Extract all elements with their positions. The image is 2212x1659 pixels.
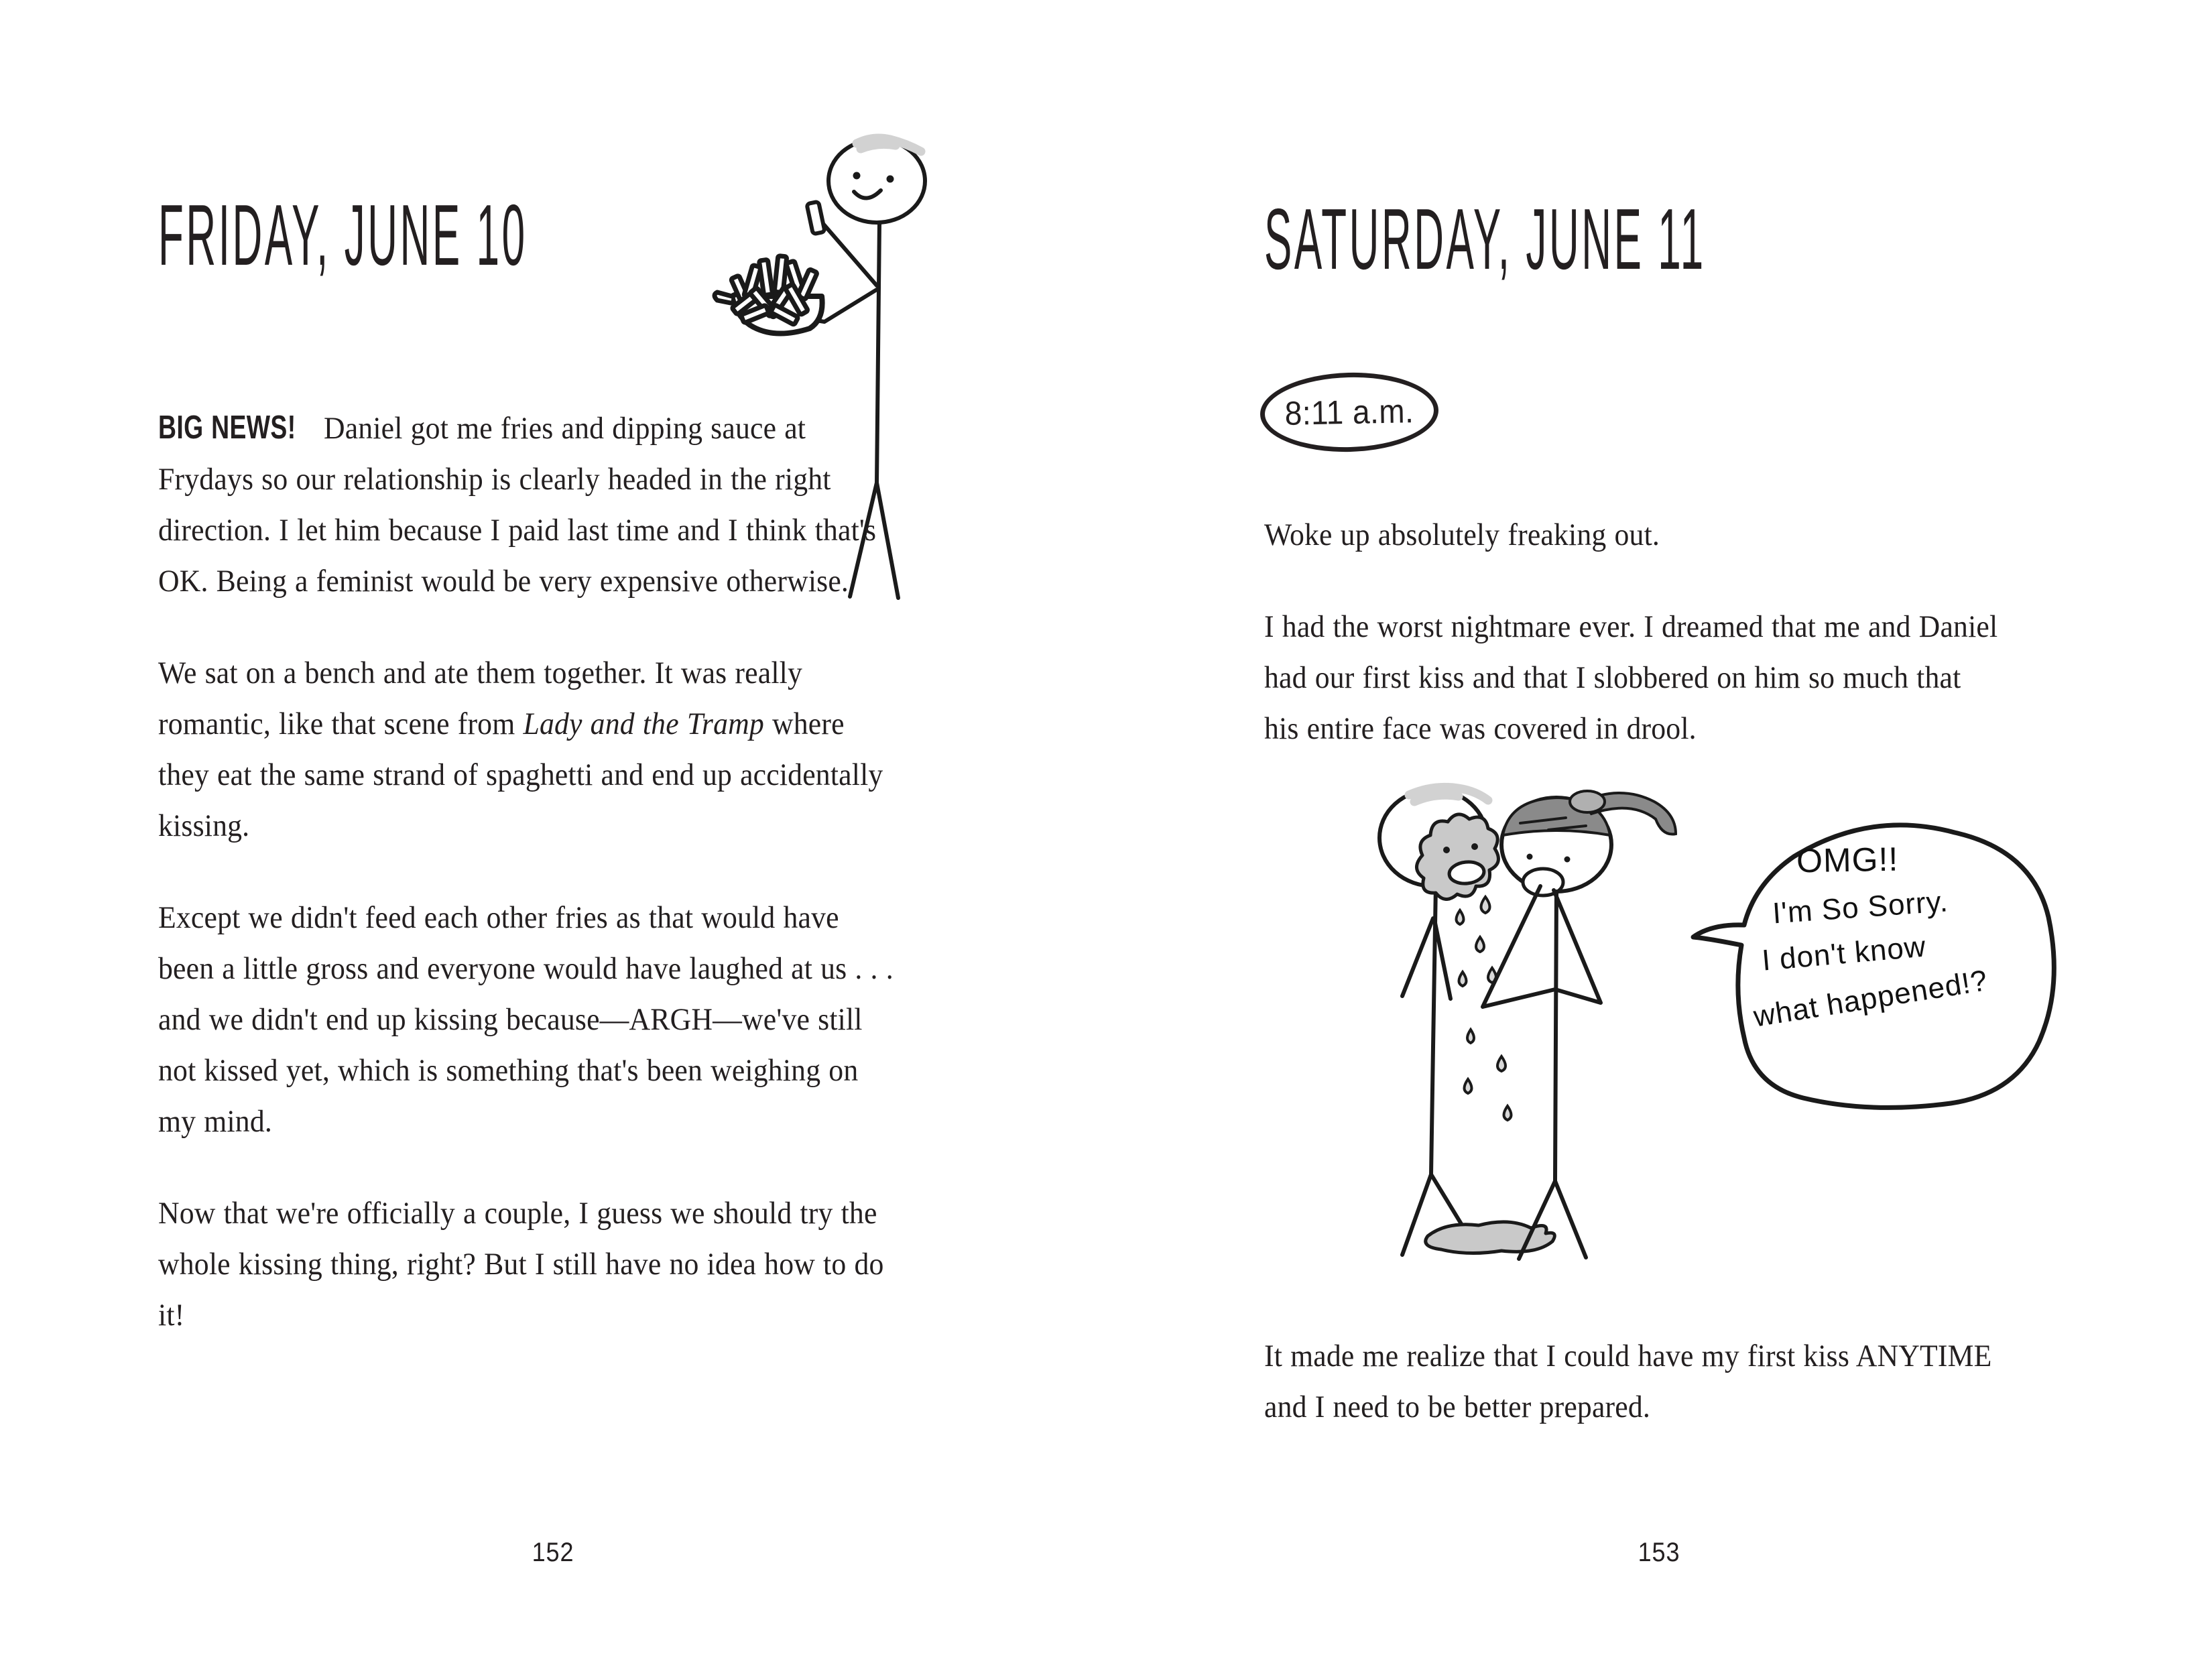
paragraph-3: Except we didn't feed each other fries as that would have been a little gross and everyone would have laughed at us . . . and we didn't end up kissing because—ARGH—we've still not kissed yet, which is something that's been weighing on my mind. — [158, 900, 894, 1139]
book-title-lady-and-the-tramp: Lady and the Tramp — [523, 706, 764, 741]
ponytail-stick-figure — [1483, 791, 1676, 1259]
speech-line-3: I don't know — [1760, 930, 1928, 977]
left-page-title: FRIDAY, JUNE 10 — [158, 187, 528, 284]
right-page-title: SATURDAY, JUNE 11 — [1264, 191, 1706, 288]
page-number-left: 152 — [532, 1538, 574, 1567]
paragraph-2 — [158, 648, 894, 851]
page-number-right: 153 — [1638, 1538, 1680, 1567]
left-page-body — [158, 402, 949, 1381]
speech-line-4: what happened!? — [1751, 964, 1990, 1034]
speech-line-2: I'm So Sorry. — [1771, 885, 1950, 930]
right-page-body-upper — [1264, 509, 2055, 795]
speech-line-1: OMG!! — [1796, 840, 1899, 880]
paragraph-2-before: We sat on a bench and ate them together. It was really romantic, like that scene from — [158, 656, 803, 741]
speech-bubble-text — [1751, 839, 2051, 1034]
time-stamp-bubble — [1260, 373, 1438, 452]
big-news-lead: BIG NEWS! — [158, 410, 296, 446]
paragraph-6: I had the worst nightmare ever. I dreamed that me and Daniel had our first kiss and that I slobbered on him so much that his entire face was covered in drool. — [1264, 609, 1998, 746]
time-stamp-text: 8:11 a.m. — [1284, 392, 1414, 432]
right-page-body-lower — [1264, 1331, 2055, 1473]
paragraph-2-after: where they eat the same strand of spaghetti and end up accidentally kissing. — [158, 706, 883, 843]
paragraph-5: Woke up absolutely freaking out. — [1264, 517, 1660, 552]
paragraph-4: Now that we're officially a couple, I guess we should try the whole kissing thing, right? But I still have no idea how to do it! — [158, 1196, 884, 1333]
paragraph-1 — [158, 402, 894, 607]
paragraph-7: It made me realize that I could have my first kiss ANYTIME and I need to be better prepared. — [1264, 1339, 1992, 1424]
paragraph-1-text: Daniel got me fries and dipping sauce at Frydays so our relationship is clearly headed in the right direction. I let him because I paid last time and I think that's OK. Being a feminist would be very expensive otherwise. — [158, 411, 877, 599]
